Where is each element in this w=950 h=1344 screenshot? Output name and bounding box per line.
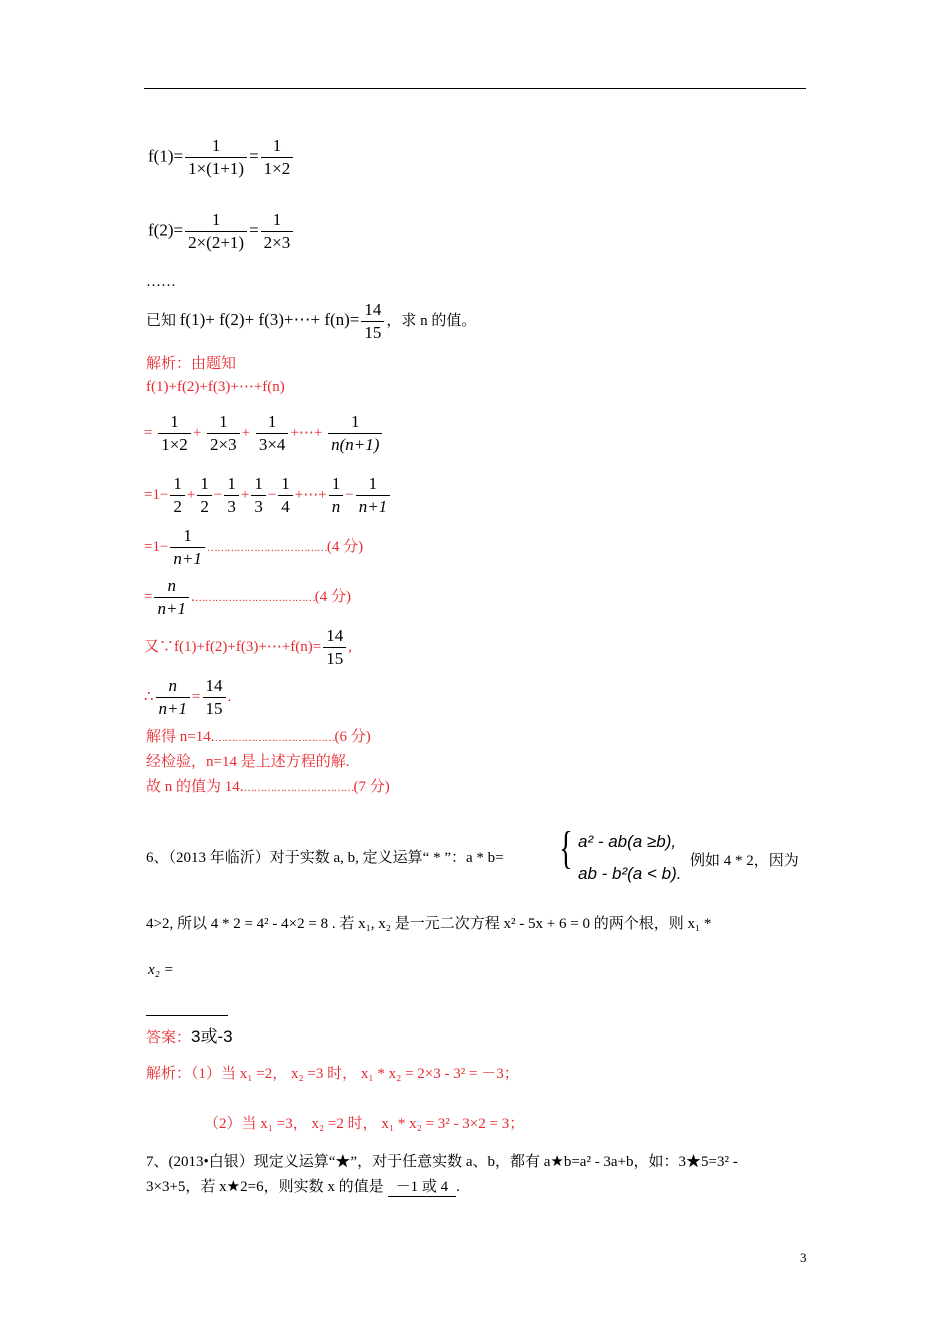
f1-definition: f(1)= $\frac{1}{1\times(1+1)}$ = $\frac{1}{1\times 2}$	[148, 136, 295, 179]
p6-case1: a² - ab(a ≥b),	[578, 832, 677, 851]
p6-brace: {	[559, 822, 573, 873]
solution-line3: =1− $\frac{1}{2}$ + $\frac{1}{2}$ − $\frac{1}{3}$ + $\frac{1}{3}$ − $\frac{1}{4}$ +⋯+ $\frac{1}{n}$ − $\frac{1}{n+1}$	[144, 474, 392, 517]
f2-definition: f(2)= $\frac{1}{2\times(2+1)}$ = $\frac{1}{2\times 3}$	[148, 210, 295, 253]
p6-line3: x₂ =	[148, 962, 174, 978]
p6-case2: ab - b²(a < b).	[578, 864, 682, 883]
solution-line7: ∴ $\frac{n}{n+1}$ = $\frac{14}{15}$ .	[144, 676, 232, 718]
question: 已知 f(1)+ f(2)+ f(3)+⋯+ f(n)= $\frac{14}{15}$ ，求 n 的值。	[146, 300, 477, 342]
p6-line2: 4>2, 所以 4 * 2 = 4² - 4×2 = 8 . 若 x₁, x₂ 是一元二次方程 x² - 5x + 6 = 0 的两个根，则 x₁ *	[146, 916, 712, 932]
answer-blank	[146, 1015, 228, 1016]
page-number: 3	[800, 1250, 807, 1265]
solution-line6: 又∵f(1)+f(2)+f(3)+⋯+f(n)= $\frac{14}{15}$ ,	[144, 626, 352, 668]
solution-line9: 经检验，n=14 是上述方程的解.	[146, 754, 350, 770]
p6-sol1: 解析：（1）当 x₁ =2， x₂ =3 时， x₁ * x₂ = 2×3 - 3² = －3；	[146, 1066, 519, 1082]
header-rule	[144, 88, 806, 89]
solution-line2: = $\frac{1}{1\times 2}$ + $\frac{1}{2\times 3}$ + $\frac{1}{3\times 4}$ +⋯+ $\frac{1}{n(n+1)}$	[144, 412, 384, 455]
p6-line1: 6、（2013 年临沂）对于实数 a, b, 定义运算“ * ”：a * b=	[146, 850, 504, 866]
solution-line4: =1− $\frac{1}{n+1}$ ………………………………(4 分)	[144, 526, 364, 568]
solution-line5: = $\frac{n}{n+1}$ .………………………………(4 分)	[144, 576, 351, 618]
p6-answer: 答案：3或-3	[146, 1027, 233, 1046]
solution-label: 解析：由题知	[146, 356, 237, 372]
p6-sol2: （2）当 x₁ =3， x₂ =2 时， x₁ * x₂ = 3² - 3×2 = 3；	[204, 1116, 525, 1132]
p7-line2: 3×3+5，若 x★2=6，则实数 x 的值是 －1 或 4 .	[146, 1175, 460, 1197]
p7-line1: 7、(2013•白银）现定义运算“★”，对于任意实数 a、b，都有 a★b=a² - 3a+b，如：3★5=3² -	[146, 1154, 738, 1170]
solution-line1: f(1)+f(2)+f(3)+⋯+f(n)	[146, 379, 285, 395]
p6-line1b: 例如 4 * 2，因为	[690, 853, 799, 869]
ellipsis: ……	[146, 274, 176, 290]
solution-line10: 故 n 的值为 14.……………………………(7 分)	[146, 779, 390, 795]
p7-answer: －1 或 4	[388, 1175, 457, 1197]
solution-line8: 解得 n=14.………………………………(6 分)	[146, 729, 371, 745]
